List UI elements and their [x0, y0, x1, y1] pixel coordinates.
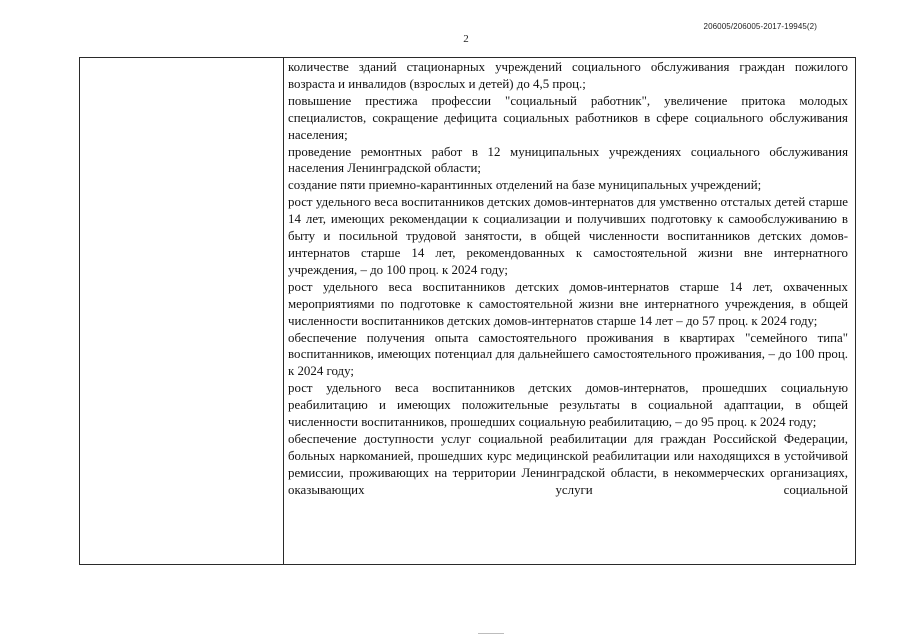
scan-artifact-line	[478, 633, 504, 634]
paragraph-quarantine-units: создание пяти приемно-карантинных отделений на базе муниципальных учреждений;	[288, 178, 762, 193]
left-column-cell	[80, 57, 284, 564]
paragraph-independent-life-prep: рост удельного веса воспитанников детских домов-интернатов старше 14 лет, охваченных мероприятиями по подготовке к самостоятельной жизни вне интернатного учреждения, в общей численности воспитанников детских домов-интернатов старше 14 лет – до 57 проц. к 2024 году;	[288, 279, 848, 328]
paragraph-rehabilitation-results: рост удельного веса воспитанников детских домов-интернатов, прошедших социальную реабилитацию и имеющих положительные результаты в социальной адаптации, в общей численности воспитанников, прошедших социальную реабилитацию, – до 95 проц. к 2024 году;	[288, 381, 848, 430]
paragraph-repair-works: проведение ремонтных работ в 12 муниципальных учреждениях социального обслуживания населения Ленинградской области;	[288, 144, 848, 176]
page-number: 2	[463, 33, 469, 45]
paragraph-socialization-share: рост удельного веса воспитанников детских домов-интернатов для умственно отсталых детей старше 14 лет, имеющих рекомендации к социализации и получивших подготовку к самообслуживанию в быту и посильной трудовой занятости, в общей численности воспитанников детских домов-интернатов старше 14 лет, рекомендованных к самостоятельной жизни вне интернатного учреждения, – до 100 проц. к 2024 году;	[288, 195, 848, 277]
paragraph-social-worker-prestige: повышение престижа профессии "социальный работник", увеличение притока молодых специалистов, сокращение дефицита социальных работников в сфере социального обслуживания населения;	[288, 93, 848, 142]
paragraph-building-count: количестве зданий стационарных учреждений социального обслуживания граждан пожилого возраста и инвалидов (взрослых и детей) до 4,5 проц.;	[288, 60, 848, 91]
content-table	[79, 57, 856, 565]
document-id: 206005/206005-2017-19945(2)	[703, 22, 817, 31]
paragraph-rehabilitation-access: обеспечение доступности услуг социальной реабилитации для граждан Российской Федерации, больных наркоманией, прошедших курс медицинской реабилитации или находящихся в устойчивой ремиссии, проживающих на территории Ленинградской области, в некоммерческих организациях, оказывающих услуги социальной	[288, 431, 848, 497]
right-column-cell	[284, 57, 855, 564]
paragraph-family-type-apartments: обеспечение получения опыта самостоятельного проживания в квартирах "семейного типа" воспитанников, имеющих потенциал для дальнейшего самостоятельного проживания, – до 100 проц. к 2024 году;	[288, 330, 848, 379]
